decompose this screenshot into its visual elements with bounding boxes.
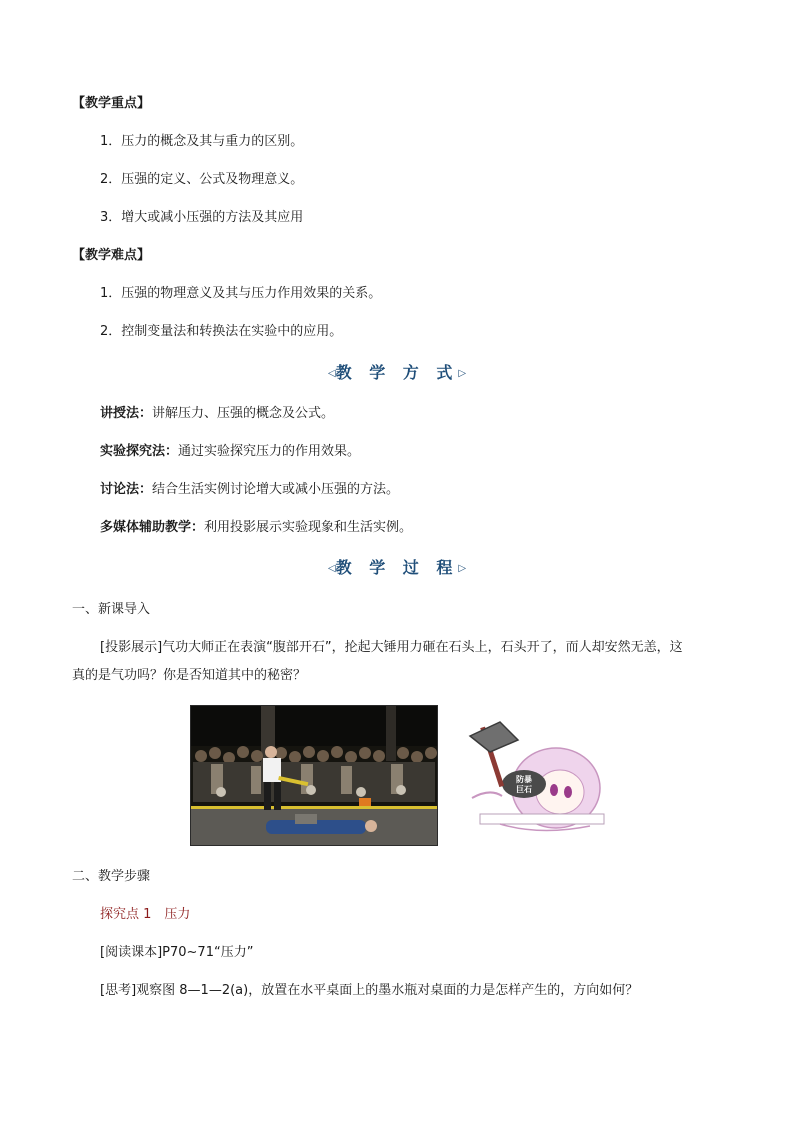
stone-label-line1: 防暴 [516, 775, 532, 784]
process-title [0, 558, 794, 579]
intro-heading: 一、新课导入 [72, 602, 151, 617]
method-item [100, 443, 360, 461]
key-point-item: 2．压强的定义、公式及物理意义。 [100, 172, 304, 187]
triangle-right-icon: ▷ [458, 368, 467, 379]
method-item [100, 481, 399, 499]
method-item [100, 405, 334, 423]
explore-point-title: 探究点 1 压力 [100, 907, 191, 922]
difficult-point-item: 1．压强的物理意义及其与压力作用效果的关系。 [100, 286, 382, 301]
cartoon-illustration [460, 718, 606, 844]
methods-title-text: 教 学 方 式 [335, 363, 459, 382]
intro-paragraph-line: 真的是气功吗？你是否知道其中的秘密？ [72, 668, 307, 683]
performance-photo [190, 705, 438, 846]
triangle-left-icon: ◁ [327, 368, 336, 379]
cartoon-illustration-svg [460, 718, 606, 844]
key-points-heading: 【教学重点】 [72, 96, 151, 111]
methods-title [0, 363, 794, 384]
thinking-question: [思考]观察图 8—1—2(a)，放置在水平桌面上的墨水瓶对桌面的力是怎样产生的，方向如何？ [100, 983, 639, 998]
triangle-left-icon: ◁ [327, 563, 336, 574]
process-title-text: 教 学 过 程 [335, 558, 459, 577]
method-term: 讨论法： [100, 482, 153, 497]
difficult-points-heading: 【教学难点】 [72, 248, 151, 263]
method-term: 讲授法： [100, 406, 153, 421]
triangle-right-icon: ▷ [458, 563, 467, 574]
performance-photo-svg [191, 706, 437, 845]
reading-instruction: [阅读课本]P70~71“压力” [100, 945, 254, 960]
method-item [100, 519, 412, 537]
key-point-item: 1．压力的概念及其与重力的区别。 [100, 134, 304, 149]
method-desc: 讲解压力、压强的概念及公式。 [152, 406, 335, 421]
difficult-point-item: 2．控制变量法和转换法在实验中的应用。 [100, 324, 343, 339]
stone-label-line2: 巨石 [516, 785, 532, 794]
intro-paragraph-line: [投影展示]气功大师正在表演“腹部开石”，抡起大锤用力砸在石头上，石头开了，而人却安然无恙，这 [100, 640, 683, 655]
key-point-item: 3．增大或减小压强的方法及其应用 [100, 210, 304, 225]
method-desc: 通过实验探究压力的作用效果。 [178, 444, 361, 459]
method-term: 实验探究法： [100, 444, 179, 459]
method-term: 多媒体辅助教学： [100, 520, 205, 535]
method-desc: 利用投影展示实验现象和生活实例。 [204, 520, 413, 535]
steps-heading: 二、教学步骤 [72, 869, 151, 884]
method-desc: 结合生活实例讨论增大或减小压强的方法。 [152, 482, 400, 497]
